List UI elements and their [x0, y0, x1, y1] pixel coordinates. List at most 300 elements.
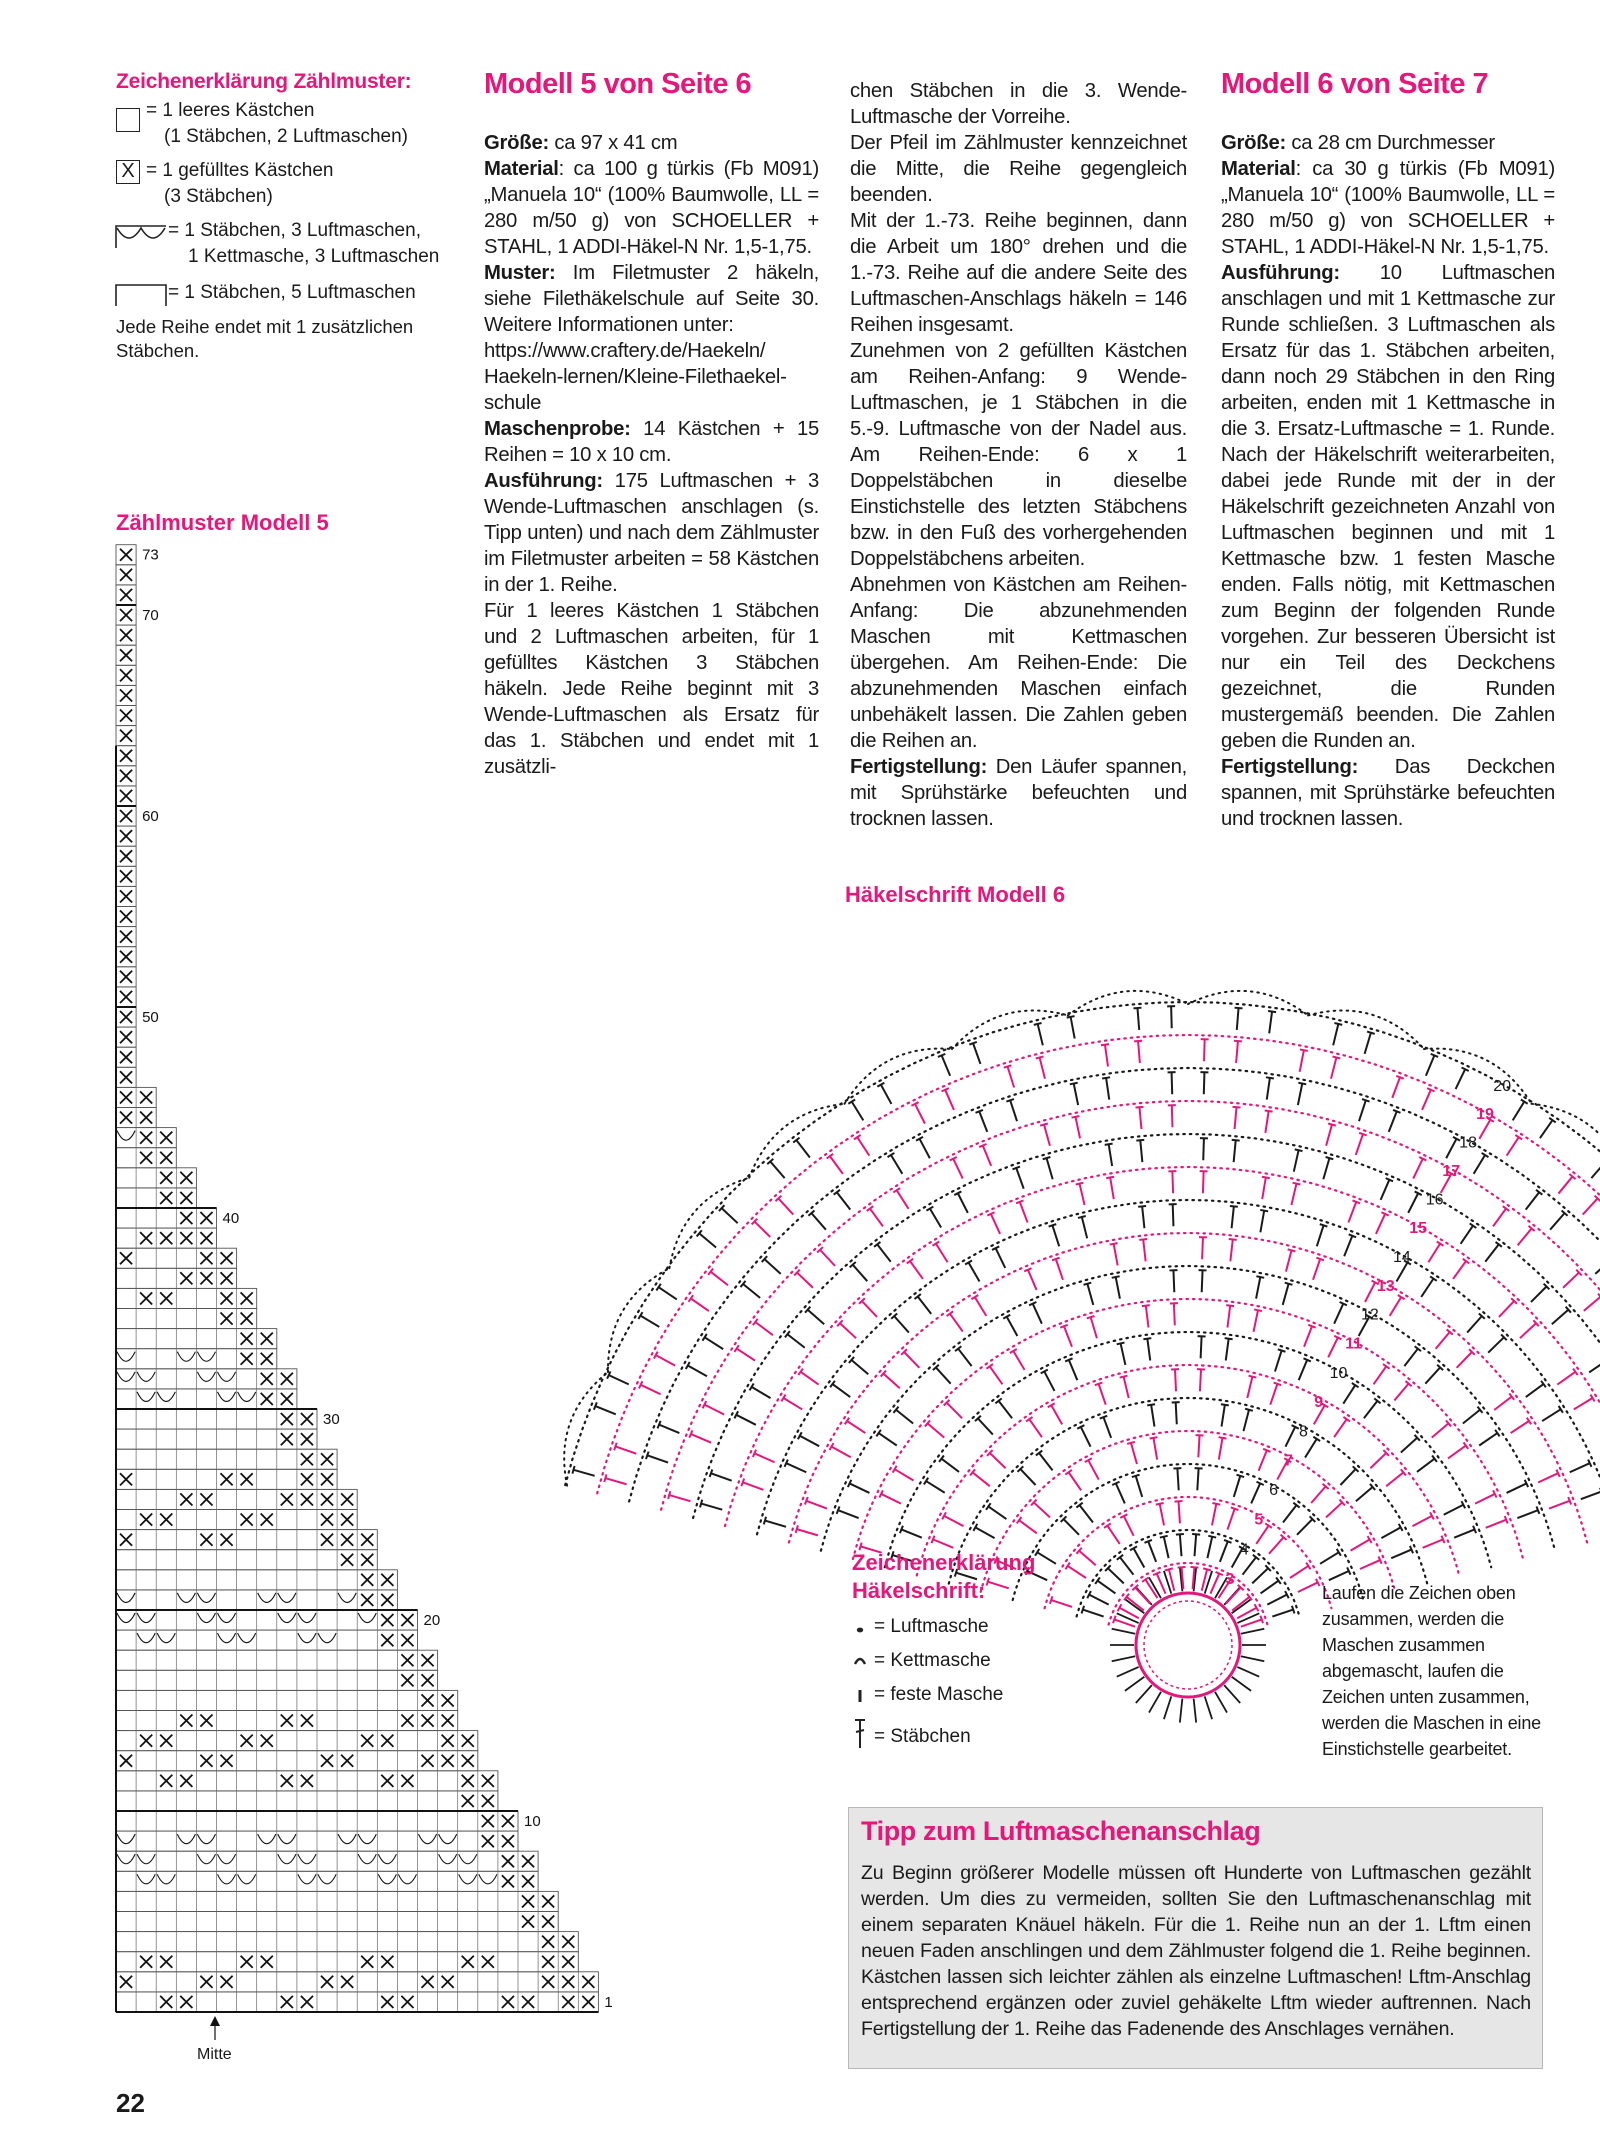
chart6-stitch-top — [1320, 1224, 1328, 1226]
chart6-stitch-top — [1219, 1437, 1227, 1438]
chart6-stitch-top — [1473, 1526, 1476, 1533]
chart6-stitch — [1234, 1476, 1240, 1497]
chart6-stitch — [711, 1473, 732, 1480]
chart6-stitch — [1180, 1534, 1182, 1556]
chart6-stitch — [1436, 1332, 1450, 1349]
chart6-stitch — [1311, 1486, 1325, 1503]
chart6-stitch — [1412, 1516, 1431, 1526]
chart6-ring-stitch — [1241, 1629, 1264, 1634]
chart6-stitch — [783, 1398, 802, 1409]
chart6-stitch — [1365, 1282, 1375, 1302]
chart6-stitch — [852, 1102, 864, 1121]
chart6-stitch-top — [1268, 1011, 1276, 1012]
chart6-round-label: 17 — [1442, 1163, 1461, 1181]
legend-haekelschrift-title-2: Häkelschrift: — [852, 1578, 986, 1603]
chart6-stitch — [1137, 1008, 1139, 1030]
chart6-stitch — [1563, 1273, 1579, 1288]
chart6-stitch — [1513, 1102, 1525, 1121]
chart6-stitch — [1179, 1501, 1180, 1523]
legend-item-filled-sub: (3 Stäbchen) — [164, 186, 273, 207]
chart6-stitch — [1099, 1384, 1106, 1405]
chart6-stitch-top — [1100, 1416, 1108, 1419]
chart6-stitch — [1226, 1339, 1229, 1361]
chart6-stitch — [786, 1463, 806, 1472]
chart6-stitch-top — [1175, 1501, 1183, 1502]
modell5-cont-4: Zunehmen von 2 gefüllten Kästchen am Reihen-Anfang: 9 Wende-Luftmaschen, je 1 Stäbchen in die 5.-9. Luftmasche von der Nadel aus. Am Reihen-Ende: 6 x 1 Doppelstäbchen in dieselbe Einstichstelle des letzten Stäbchens bzw. in den Fuß des vorhergehenden Doppelstäbchens arbeiten. — [850, 340, 1187, 570]
chart6-chain-arc — [1013, 1464, 1364, 1600]
chart6-stitch — [894, 1316, 909, 1332]
modell5-ausfuehrung-1: 175 Luftmaschen + 3 Wende-Luftmaschen anschlagen (s. Tipp unten) und nach dem Zählmuster im Filetmuster arbeiten = 58 Kästchen in der 1. Reihe. — [484, 470, 819, 596]
chart6-stitch — [1136, 1476, 1142, 1497]
legend-haekelschrift-note: Laufen die Zeichen oben zusammen, werden die Maschen zusammen abgemascht, laufen die Zeichen unten zusammen, werden die Maschen in eine Einstichstelle gearbeitet. — [1322, 1583, 1541, 1759]
staebchen-icon — [852, 1716, 872, 1750]
chart6-stitch — [1486, 1520, 1506, 1528]
chart6-stitch — [1069, 1472, 1082, 1490]
chart6-stitch — [1138, 1041, 1140, 1063]
chart6-stitch — [942, 1055, 950, 1075]
chart6-scallop — [845, 1049, 953, 1104]
chart6-stitch — [737, 1349, 755, 1361]
chart6-stitch — [1526, 1192, 1539, 1209]
chart6-stitch-top — [1278, 1349, 1286, 1351]
chart6-stitch — [806, 1501, 827, 1509]
chart6-stitch — [764, 1259, 780, 1274]
chart6-stitch-top — [1147, 1404, 1155, 1405]
chart6-stitch-top — [1106, 1177, 1114, 1178]
chart6-stitch — [1446, 1139, 1456, 1158]
chart6-stitch-top — [1110, 1243, 1118, 1244]
chart6-stitch — [958, 1193, 968, 1213]
legend-item-empty-sub: (1 Stäbchen, 2 Luftmaschen) — [164, 126, 408, 147]
chart6-stitch-top — [1144, 1540, 1151, 1543]
chart6-stitch — [1326, 1125, 1332, 1146]
chart6-stitch — [1064, 1519, 1079, 1535]
chart6-stitch — [1146, 1306, 1149, 1328]
chart6-stitch — [1019, 1520, 1037, 1533]
chart6-stitch — [1328, 1338, 1338, 1358]
chart6-stitch-top — [1101, 1044, 1109, 1045]
chart6-stitch — [743, 1284, 760, 1298]
chart6-stitch-top — [969, 1042, 977, 1045]
chart6-ring-stitch — [1149, 1692, 1161, 1713]
chart6-stitch — [1051, 1600, 1072, 1607]
feste-masche-icon — [852, 1682, 872, 1708]
legend-luftmasche: = Luftmasche — [874, 1616, 989, 1637]
chart6-stitch-top — [1225, 1338, 1233, 1339]
chart6-stitch — [975, 1297, 986, 1316]
chart6-stitch-top — [741, 1479, 744, 1487]
chart6-stitch — [920, 1139, 930, 1158]
chart6-stitch — [1526, 1384, 1544, 1397]
chart6-stitch — [1422, 1090, 1431, 1110]
chart6-stitch — [1203, 1138, 1204, 1160]
chart6-stitch-top — [1095, 1383, 1103, 1386]
chart6-stitch — [1401, 1438, 1417, 1453]
chart6-stitch — [1082, 1217, 1087, 1238]
legend-haekelschrift-title-1: Zeichenerklärung — [852, 1550, 1036, 1575]
legend-feste-masche: = feste Masche — [874, 1684, 1004, 1705]
chart6-stitch — [945, 1090, 954, 1110]
modell6-ausfuehrung: 10 Luftmaschen anschlagen und mit 1 Kettmasche zur Runde schließen. 3 Luftmaschen als Ersatz für das 1. Stäbchen arbeiten, dann noch 29 Stäbchen in den Ring arbeiten, enden mit 1 Kettmasche in die 3. Ersatz-Luftmasche = 1. Runde. Nach der Häkelschrift weiterarbeiten, dabei jede Runde mit der in der Häkelschrift gezeichneten Anzahl von Luftmaschen beginnen und mit 1 Kettmasche bzw. 1 festen Masche enden. Falls nötig, mit Kettmaschen zum Beginn der folgenden Runde vorgehen. Zur besseren Übersicht ist nur ein Teil des Deckchens gezeichnet, die Runden mustergemäß beenden. Die Zahlen geben die Runden an. — [1221, 262, 1555, 752]
chart6-stitch — [1154, 1438, 1158, 1460]
chart6-stitch — [857, 1137, 869, 1155]
chart6-stitch-top — [1288, 1249, 1296, 1251]
chart6-ring-stitch — [1241, 1656, 1264, 1661]
chart6-stitch-top — [604, 1474, 606, 1482]
chart6-stitch — [1040, 1057, 1045, 1078]
chart6-stitch-top — [1393, 1110, 1400, 1113]
chart6-stitch — [1364, 1401, 1377, 1418]
chart6-stitch — [1121, 1343, 1126, 1364]
chart6-round-label: 16 — [1425, 1191, 1444, 1209]
chart6-stitch — [1474, 1155, 1485, 1174]
chart6-stitch — [1294, 1150, 1299, 1171]
chart6-stitch — [1091, 1317, 1097, 1338]
chart6-stitch — [1237, 1008, 1239, 1030]
chart6-stitch — [1124, 1377, 1129, 1398]
legend-item-bar: = 1 Stäbchen, 5 Luftmaschen — [168, 282, 416, 303]
modell6-ausfuehrung-label: Ausführung: — [1221, 262, 1340, 284]
chart6-stitch-top — [1303, 1358, 1310, 1361]
chart6-stitch — [1210, 1574, 1219, 1594]
chart6-stitch — [1549, 1501, 1570, 1509]
chart6-stitch — [1426, 1055, 1434, 1075]
chart6-stitch — [801, 1372, 819, 1385]
chart6-stitch — [918, 1297, 931, 1314]
chart6-stitch — [1507, 1483, 1527, 1492]
legend-note-line-1: Jede Reihe endet mit 1 zusätzlichen — [116, 316, 414, 337]
chart6-stitch — [659, 1287, 677, 1299]
chart6-stitch — [1200, 1369, 1201, 1391]
chart6-stitch — [1052, 1225, 1059, 1246]
chart6-stitch — [1511, 1421, 1529, 1433]
chart6-stitch — [1344, 1236, 1352, 1256]
chart6-stitch-top — [1298, 1083, 1306, 1085]
chart5-row-label: 1 — [604, 1993, 613, 2011]
chart6-scallop — [1068, 991, 1188, 1015]
chart6-stitch-top — [1102, 1077, 1110, 1078]
chart6-stitch — [1285, 1427, 1295, 1447]
chart6-stitch-top — [1234, 1041, 1242, 1042]
chart6-stitch — [1127, 1597, 1144, 1611]
chart6-stitch-top — [1359, 1133, 1367, 1136]
chart6-stitch-top — [1231, 1507, 1239, 1510]
chart6-stitch — [1267, 1595, 1287, 1605]
chart6-stitch-top — [1328, 1123, 1336, 1125]
chart6-stitch — [1334, 1304, 1343, 1324]
chart6-stitch — [1176, 1402, 1177, 1424]
chart6-stitch — [754, 1222, 770, 1237]
chart6-stitch — [1013, 1351, 1024, 1370]
chart6-scallop — [1532, 1104, 1600, 1178]
chart6-round-label: 4 — [1239, 1541, 1249, 1559]
chart6-stitch — [1083, 1610, 1104, 1617]
chart6-stitch — [879, 1433, 897, 1445]
chart6-stitch — [1540, 1120, 1553, 1138]
chart6-stitch — [870, 1209, 883, 1227]
chart6-stitch — [1520, 1323, 1536, 1338]
chart6-stitch — [837, 1192, 850, 1209]
tip-box — [848, 1807, 1543, 2069]
chart6-stitch — [1595, 1259, 1600, 1274]
chart6-stitch — [1135, 1588, 1150, 1604]
chart6-stitch — [1591, 1161, 1600, 1178]
chart6-stitch-top — [1050, 1596, 1052, 1604]
chart6-stitch — [1202, 1237, 1203, 1259]
chart6-stitch — [936, 1367, 951, 1383]
chart6-stitch — [1423, 1539, 1443, 1547]
chart6-stitch — [1222, 1405, 1225, 1427]
chart6-stitch — [605, 1478, 626, 1484]
chart6-stitch-top — [1274, 1383, 1282, 1386]
legend-item-empty: = 1 leeres Kästchen — [146, 100, 315, 121]
chart6-ring-stitch — [1194, 1699, 1197, 1723]
chart6-stitch — [711, 1272, 728, 1286]
chart6-stitch-top — [614, 1443, 617, 1451]
chart6-stitch — [1172, 1171, 1173, 1193]
chart6-stitch — [1326, 1502, 1342, 1517]
chart6-ring-stitch — [1205, 1696, 1212, 1719]
chart6-stitch — [1079, 1551, 1096, 1565]
chart6-stitch — [1172, 1072, 1173, 1094]
chart6-stitch-top — [1293, 1183, 1301, 1185]
chart6-stitch — [1232, 1597, 1249, 1611]
chart6-ring-stitch — [1125, 1677, 1144, 1691]
chart6-stitch — [770, 1161, 784, 1178]
chart6-stitch — [1457, 1352, 1472, 1368]
chart6-stitch-top — [1221, 1404, 1229, 1405]
chart6-stitch — [1098, 1581, 1116, 1594]
chart6-stitch — [1235, 1107, 1237, 1129]
chart6-stitch — [736, 1415, 756, 1425]
chart6-stitch — [1116, 1483, 1125, 1503]
chart6-stitch — [1197, 1468, 1198, 1490]
chart6-stitch — [1356, 1134, 1363, 1155]
modell5-maschenprobe-label: Maschenprobe: — [484, 418, 631, 440]
legend-item-arch: = 1 Stäbchen, 3 Luftmaschen, — [168, 220, 421, 241]
chart6-stitch — [1348, 1202, 1356, 1223]
chart6-stitch — [1234, 1140, 1236, 1162]
chart6-stitch — [1518, 1228, 1532, 1245]
chart6-stitch-top — [658, 1421, 661, 1428]
chart6-stitch — [1108, 1568, 1124, 1583]
chart6-stitch — [797, 1273, 813, 1288]
chart6-stitch — [1275, 1351, 1282, 1372]
chart6-stitch — [1202, 1270, 1203, 1292]
chart6-stitch-top — [1004, 1065, 1012, 1067]
chart6-stitch — [1305, 1439, 1317, 1458]
chart6-stitch — [1109, 1144, 1112, 1166]
chart6-stitch — [1157, 1574, 1166, 1594]
chart6-stitch — [765, 1521, 786, 1527]
chart6-stitch — [1148, 1541, 1156, 1562]
chart6-stitch-top — [1165, 1568, 1173, 1570]
chart6-stitch — [915, 1104, 925, 1124]
chart6-stitch — [1147, 1339, 1150, 1361]
chart6-stitch — [1356, 1487, 1373, 1501]
chart6-stitch — [1134, 1548, 1145, 1567]
chart6-stitch-top — [938, 1054, 945, 1057]
chart6-stitch — [1479, 1433, 1497, 1445]
chart6-stitch — [1390, 1297, 1401, 1316]
chart6-stitch — [1175, 1369, 1176, 1391]
chart6-stitch — [1404, 1349, 1417, 1366]
chart6-stitch-top — [1212, 1503, 1220, 1505]
modell6-groesse: ca 28 cm Durchmesser — [1285, 132, 1495, 154]
chart6-stitch — [722, 1208, 738, 1223]
chart6-stitch-top — [1203, 1568, 1211, 1570]
chart6-stitch — [797, 1529, 818, 1535]
chart6-stitch — [1087, 1284, 1093, 1305]
chart6-stitch — [910, 1261, 923, 1279]
chart6-stitch-top — [1295, 1149, 1303, 1151]
chart6-stitch-top — [1072, 1116, 1080, 1118]
chart6-stitch — [1552, 1310, 1569, 1325]
chart6-stitch — [1020, 1202, 1028, 1223]
chart6-stitch — [850, 1483, 870, 1492]
chart6-title: Häkelschrift Modell 6 — [845, 882, 1066, 907]
modell5-cont-2: Der Pfeil im Zählmuster kennzeichnet die Mitte, die Reihe gegengleich beenden. — [850, 132, 1187, 206]
chart6-stitch — [1413, 1159, 1423, 1179]
chart6-stitch — [1195, 1534, 1197, 1556]
chart6-stitch-top — [1070, 1083, 1078, 1085]
chart6-stitch-top — [1113, 1616, 1116, 1624]
chart6-stitch — [1381, 1180, 1390, 1200]
chart6-stitch — [1047, 1158, 1053, 1179]
chart6-ring-stitch — [1180, 1699, 1183, 1723]
chart6-stitch-top — [1285, 1283, 1293, 1285]
chart6-stitch — [904, 1352, 919, 1368]
chart6-stitch — [983, 1146, 991, 1166]
chart6-stitch — [800, 1436, 819, 1446]
modell5-cont-5: Abnehmen von Kästchen am Reihen-Anfang: Die abzunehmenden Maschen mit Kettmaschen übergehen. Am Reihen-Ende: Die abzunehmenden Maschen einfach unbehäkelt lassen. Die Zahlen geben die Reihen an. — [850, 574, 1187, 752]
chart6-stitch — [853, 1265, 868, 1282]
chart6-stitch-top — [1143, 1338, 1151, 1339]
chart6-stitch — [615, 1446, 636, 1453]
chart6-stitch — [1262, 1177, 1266, 1199]
chart6-stitch — [1343, 1385, 1355, 1404]
chart6-stitch — [1370, 1453, 1386, 1468]
chart6-round-label: 8 — [1298, 1423, 1308, 1441]
chart6-stitch-top — [1536, 1506, 1539, 1513]
modell6-material: : ca 30 g türkis (Fb M091) „Manuela 10“ (100% Baumwolle, LL = 280 m/50 g) von SCHOELLER + STAHL, 1 ADDI-Häkel-N Nr. 1,5-1,75. — [1221, 158, 1555, 258]
chart5-row-label: 50 — [142, 1009, 159, 1026]
chart6-stitch — [1269, 1537, 1284, 1553]
chart6-stitch-top — [1236, 1475, 1244, 1477]
chart6-stitch-top — [1139, 1239, 1147, 1240]
chart6-stitch — [1116, 1277, 1120, 1299]
chart6-stitch — [1227, 1306, 1230, 1328]
chart6-stitch — [978, 1418, 993, 1434]
chart6-stitch — [1299, 1360, 1307, 1380]
chart6-stitch-top — [1150, 1437, 1158, 1438]
chart6-stitch — [1261, 1581, 1279, 1594]
chart6-chain-arc — [821, 1266, 1555, 1551]
chart6-stitch — [896, 1410, 913, 1424]
chart6-stitch — [1550, 1213, 1564, 1230]
chart6-stitch-top — [1138, 1206, 1146, 1207]
chart6-stitch — [688, 1366, 707, 1377]
chart6-stitch — [1269, 1012, 1272, 1034]
chart6-stitch — [1499, 1301, 1514, 1317]
chart6-stitch — [1494, 1397, 1511, 1410]
chart6-stitch-top — [1292, 1606, 1295, 1614]
chart6-stitch-top — [1136, 1140, 1144, 1141]
chart6-stitch — [1507, 1137, 1519, 1155]
chart6-stitch — [953, 1159, 963, 1179]
chart6-stitch — [1300, 1050, 1304, 1072]
chart6-stitch — [1007, 1317, 1018, 1336]
chart6-stitch — [1389, 1111, 1397, 1131]
chart5-row-label: 40 — [222, 1210, 240, 1227]
chart6-stitch — [1425, 1367, 1440, 1383]
chart6-stitch — [1204, 1072, 1205, 1094]
chart6-stitch — [1463, 1410, 1480, 1424]
legend-item-filled: = 1 gefülltes Kästchen — [146, 160, 334, 181]
chart6-stitch — [1589, 1360, 1600, 1372]
chart6-stitch — [979, 1111, 987, 1131]
chart6-stitch-top — [1316, 1258, 1324, 1261]
chart6-stitch — [996, 1248, 1006, 1268]
chart6-stitch — [840, 1323, 856, 1338]
chart6-stitch-top — [1036, 1056, 1044, 1058]
chart6-stitch — [1392, 1077, 1400, 1098]
chart6-stitch — [1044, 1371, 1054, 1390]
chart6-stitch — [1456, 1069, 1466, 1089]
chart6-stitch — [891, 1155, 902, 1174]
chart6-stitch — [1583, 1198, 1598, 1214]
chart6-stitch — [1089, 1595, 1109, 1605]
chart6-stitch — [1124, 1516, 1134, 1536]
chart6-stitch — [1394, 1384, 1408, 1401]
chart6-round-label: 14 — [1393, 1248, 1411, 1266]
chart6-stitch — [1064, 1326, 1072, 1347]
chart6-stitch-top — [1396, 1076, 1403, 1079]
chart6-stitch-top — [1431, 1054, 1438, 1057]
chart6-round-label: 11 — [1345, 1335, 1363, 1353]
chart6-stitch-top — [710, 1469, 713, 1477]
chart6-stitch-top — [1226, 1305, 1234, 1306]
modell6-heading: Modell 6 von Seite 7 — [1221, 68, 1489, 100]
chart6-stitch — [1333, 1024, 1338, 1045]
chart6-stitch — [1164, 1537, 1169, 1558]
chart6-stitch — [1291, 1184, 1296, 1205]
x-square-icon: X — [116, 160, 140, 184]
chart6-stitch — [1068, 1566, 1086, 1578]
chart6-stitch — [1542, 1409, 1561, 1421]
chart6-stitch — [897, 1190, 909, 1209]
chart6-stitch — [1331, 1057, 1336, 1078]
legend-item-arch-sub: 1 Kettmasche, 3 Luftmaschen — [188, 246, 440, 267]
chart6-stitch — [1381, 1527, 1400, 1538]
chart6-stitch — [990, 1453, 1006, 1468]
chart6-stitch — [1517, 1510, 1538, 1518]
chart6-stitch — [1069, 1360, 1077, 1380]
modell6-material-label: Material — [1221, 158, 1296, 180]
chart6-stitch-top — [1136, 1107, 1144, 1108]
chart6-stitch — [947, 1403, 963, 1419]
chart6-stitch — [1334, 1419, 1347, 1437]
chart6-stitch — [787, 1334, 804, 1347]
tip-title: Tipp zum Luftmaschenanschlag — [861, 1816, 1261, 1846]
chart6-stitch-top — [700, 1500, 702, 1508]
chart6-stitch-top — [1230, 1206, 1238, 1207]
chart6-stitch — [847, 1421, 865, 1433]
chart6-stitch — [1204, 1039, 1205, 1061]
chart6-stitch — [820, 1250, 835, 1266]
chart6-stitch — [1260, 1211, 1264, 1233]
chart6-stitch — [669, 1495, 690, 1501]
